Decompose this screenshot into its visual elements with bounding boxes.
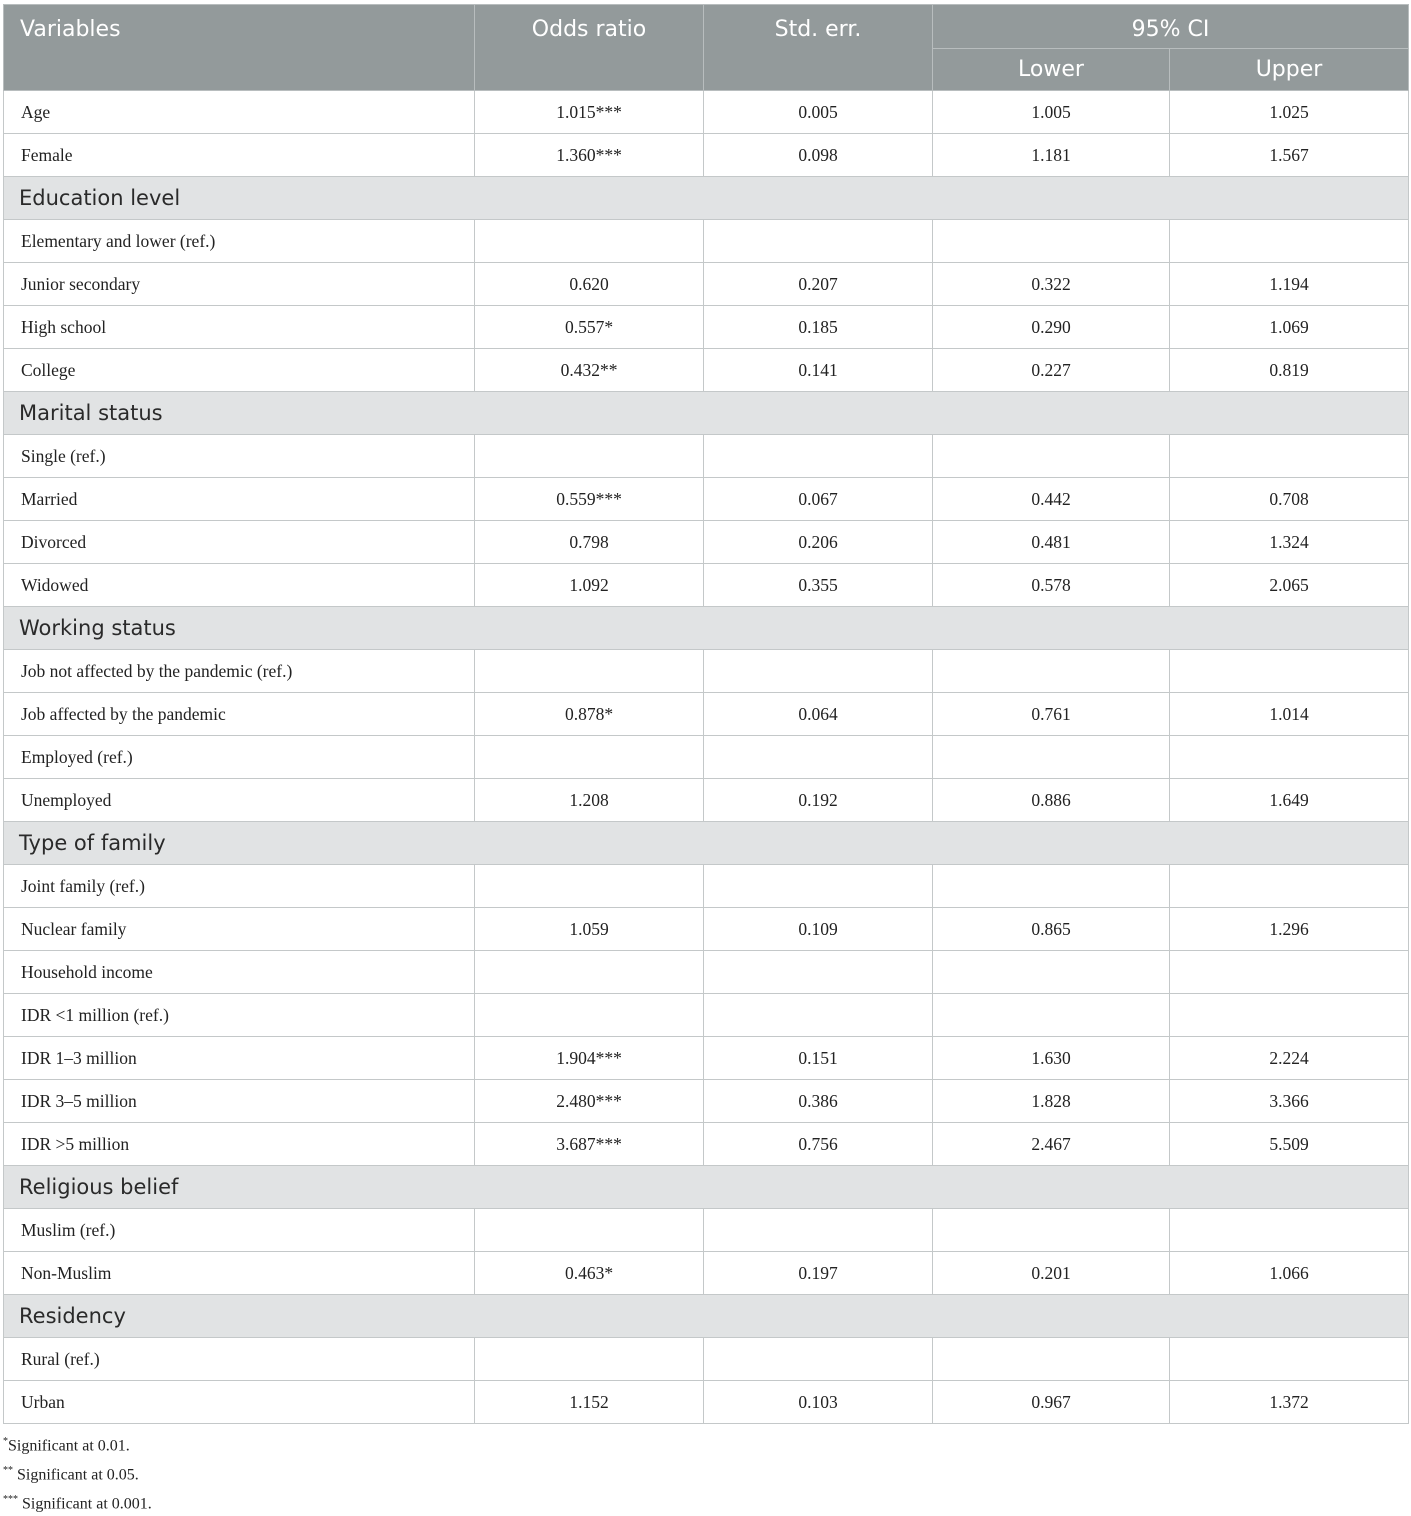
table-row xyxy=(4,1209,1409,1252)
ci-upper-cell: 0.819 xyxy=(1170,349,1409,392)
ci-lower-cell xyxy=(933,220,1170,263)
section-heading: Education level xyxy=(4,177,1409,220)
odds-ratio-cell: 1.152 xyxy=(475,1381,704,1424)
table-row xyxy=(4,951,1409,994)
variable-cell: IDR >5 million xyxy=(4,1123,475,1166)
variable-cell: IDR 1–3 million xyxy=(4,1037,475,1080)
ci-lower-cell: 0.442 xyxy=(933,478,1170,521)
footnote-text: Significant at 0.05. xyxy=(13,1466,139,1484)
variable-cell: Divorced xyxy=(4,521,475,564)
std-err-cell xyxy=(704,865,933,908)
ci-upper-cell: 1.025 xyxy=(1170,91,1409,134)
variable-cell: IDR <1 million (ref.) xyxy=(4,994,475,1037)
ci-lower-cell: 0.886 xyxy=(933,779,1170,822)
odds-ratio-cell xyxy=(475,1338,704,1381)
footnote-mark: *** xyxy=(3,1493,18,1505)
table-row xyxy=(4,1123,1409,1166)
std-err-cell: 0.103 xyxy=(704,1381,933,1424)
std-err-cell: 0.109 xyxy=(704,908,933,951)
ci-lower-cell: 1.828 xyxy=(933,1080,1170,1123)
odds-ratio-cell xyxy=(475,951,704,994)
table-row xyxy=(4,564,1409,607)
variable-cell: Household income xyxy=(4,951,475,994)
odds-ratio-cell: 0.878* xyxy=(475,693,704,736)
odds-ratio-cell: 0.620 xyxy=(475,263,704,306)
ci-upper-cell: 0.708 xyxy=(1170,478,1409,521)
odds-ratio-cell xyxy=(475,650,704,693)
odds-ratio-cell: 1.092 xyxy=(475,564,704,607)
table-row xyxy=(4,779,1409,822)
variable-cell: Age xyxy=(4,91,475,134)
ci-lower-cell: 0.322 xyxy=(933,263,1170,306)
odds-ratio-cell: 1.904*** xyxy=(475,1037,704,1080)
variable-cell: Married xyxy=(4,478,475,521)
section-row xyxy=(4,607,1409,650)
std-err-cell: 0.386 xyxy=(704,1080,933,1123)
ci-upper-cell: 1.014 xyxy=(1170,693,1409,736)
ci-upper-cell: 5.509 xyxy=(1170,1123,1409,1166)
header-upper: Upper xyxy=(1170,49,1409,91)
std-err-cell xyxy=(704,435,933,478)
variable-cell: Elementary and lower (ref.) xyxy=(4,220,475,263)
ci-upper-cell: 1.324 xyxy=(1170,521,1409,564)
variable-cell: Junior secondary xyxy=(4,263,475,306)
section-heading: Working status xyxy=(4,607,1409,650)
odds-ratio-cell xyxy=(475,435,704,478)
table-row xyxy=(4,865,1409,908)
ci-upper-cell xyxy=(1170,1209,1409,1252)
ci-lower-cell xyxy=(933,951,1170,994)
variable-cell: Widowed xyxy=(4,564,475,607)
variable-cell: Muslim (ref.) xyxy=(4,1209,475,1252)
std-err-cell: 0.756 xyxy=(704,1123,933,1166)
std-err-cell: 0.151 xyxy=(704,1037,933,1080)
std-err-cell xyxy=(704,1209,933,1252)
variable-cell: Non-Muslim xyxy=(4,1252,475,1295)
std-err-cell xyxy=(704,736,933,779)
footnote-text: Significant at 0.01. xyxy=(8,1437,130,1455)
footnote xyxy=(3,1459,152,1488)
table-row xyxy=(4,521,1409,564)
table-row xyxy=(4,1252,1409,1295)
odds-ratio-cell: 0.559*** xyxy=(475,478,704,521)
table-row xyxy=(4,306,1409,349)
odds-ratio-cell: 1.015*** xyxy=(475,91,704,134)
ci-upper-cell: 1.194 xyxy=(1170,263,1409,306)
odds-ratio-table xyxy=(3,4,1409,1424)
ci-upper-cell xyxy=(1170,650,1409,693)
section-heading: Type of family xyxy=(4,822,1409,865)
table-footnotes xyxy=(3,1430,152,1516)
std-err-cell: 0.206 xyxy=(704,521,933,564)
ci-lower-cell: 0.578 xyxy=(933,564,1170,607)
ci-lower-cell: 0.967 xyxy=(933,1381,1170,1424)
section-row xyxy=(4,392,1409,435)
std-err-cell: 0.005 xyxy=(704,91,933,134)
ci-upper-cell xyxy=(1170,435,1409,478)
std-err-cell xyxy=(704,220,933,263)
table-header xyxy=(4,5,1409,91)
section-row xyxy=(4,1166,1409,1209)
std-err-cell: 0.098 xyxy=(704,134,933,177)
table-row xyxy=(4,263,1409,306)
std-err-cell xyxy=(704,1338,933,1381)
table-row xyxy=(4,134,1409,177)
ci-lower-cell: 0.290 xyxy=(933,306,1170,349)
odds-ratio-cell: 3.687*** xyxy=(475,1123,704,1166)
odds-ratio-cell xyxy=(475,1209,704,1252)
std-err-cell xyxy=(704,951,933,994)
table-row xyxy=(4,1381,1409,1424)
header-lower: Lower xyxy=(933,49,1170,91)
std-err-cell xyxy=(704,994,933,1037)
variable-cell: Joint family (ref.) xyxy=(4,865,475,908)
section-row xyxy=(4,1295,1409,1338)
ci-upper-cell: 1.567 xyxy=(1170,134,1409,177)
variable-cell: Female xyxy=(4,134,475,177)
section-heading: Religious belief xyxy=(4,1166,1409,1209)
ci-lower-cell: 0.201 xyxy=(933,1252,1170,1295)
ci-lower-cell: 0.481 xyxy=(933,521,1170,564)
table-row xyxy=(4,220,1409,263)
variable-cell: Job not affected by the pandemic (ref.) xyxy=(4,650,475,693)
ci-lower-cell: 0.865 xyxy=(933,908,1170,951)
odds-ratio-cell: 0.463* xyxy=(475,1252,704,1295)
ci-lower-cell xyxy=(933,650,1170,693)
odds-ratio-cell xyxy=(475,865,704,908)
table-row xyxy=(4,736,1409,779)
table-row xyxy=(4,908,1409,951)
footnote-mark: * xyxy=(3,1436,8,1447)
odds-ratio-cell: 0.557* xyxy=(475,306,704,349)
footnote xyxy=(3,1488,152,1516)
ci-lower-cell xyxy=(933,1209,1170,1252)
variable-cell: Unemployed xyxy=(4,779,475,822)
std-err-cell: 0.192 xyxy=(704,779,933,822)
ci-upper-cell xyxy=(1170,994,1409,1037)
ci-lower-cell: 2.467 xyxy=(933,1123,1170,1166)
header-odds-ratio: Odds ratio xyxy=(475,5,704,91)
ci-lower-cell: 0.227 xyxy=(933,349,1170,392)
section-row xyxy=(4,822,1409,865)
ci-upper-cell xyxy=(1170,220,1409,263)
section-heading: Marital status xyxy=(4,392,1409,435)
ci-lower-cell xyxy=(933,1338,1170,1381)
odds-ratio-cell: 0.798 xyxy=(475,521,704,564)
ci-lower-cell: 0.761 xyxy=(933,693,1170,736)
ci-lower-cell: 1.181 xyxy=(933,134,1170,177)
odds-ratio-cell xyxy=(475,994,704,1037)
ci-lower-cell: 1.630 xyxy=(933,1037,1170,1080)
ci-lower-cell xyxy=(933,994,1170,1037)
ci-lower-cell: 1.005 xyxy=(933,91,1170,134)
std-err-cell: 0.207 xyxy=(704,263,933,306)
ci-upper-cell: 3.366 xyxy=(1170,1080,1409,1123)
ci-upper-cell: 1.296 xyxy=(1170,908,1409,951)
std-err-cell: 0.141 xyxy=(704,349,933,392)
table-row xyxy=(4,349,1409,392)
table-row xyxy=(4,478,1409,521)
variable-cell: Job affected by the pandemic xyxy=(4,693,475,736)
table-row xyxy=(4,693,1409,736)
std-err-cell: 0.064 xyxy=(704,693,933,736)
section-row xyxy=(4,177,1409,220)
ci-upper-cell: 2.065 xyxy=(1170,564,1409,607)
ci-upper-cell xyxy=(1170,1338,1409,1381)
odds-ratio-cell: 1.059 xyxy=(475,908,704,951)
odds-ratio-cell: 1.208 xyxy=(475,779,704,822)
footnote-text: Significant at 0.001. xyxy=(18,1494,152,1512)
footnote xyxy=(3,1430,152,1459)
odds-ratio-cell: 0.432** xyxy=(475,349,704,392)
table-row xyxy=(4,650,1409,693)
ci-upper-cell: 2.224 xyxy=(1170,1037,1409,1080)
std-err-cell xyxy=(704,650,933,693)
variable-cell: Nuclear family xyxy=(4,908,475,951)
table-row xyxy=(4,1080,1409,1123)
variable-cell: Employed (ref.) xyxy=(4,736,475,779)
table-row xyxy=(4,1338,1409,1381)
ci-lower-cell xyxy=(933,435,1170,478)
ci-upper-cell: 1.372 xyxy=(1170,1381,1409,1424)
ci-lower-cell xyxy=(933,736,1170,779)
table-row xyxy=(4,994,1409,1037)
table-body xyxy=(4,91,1409,1424)
odds-ratio-cell: 2.480*** xyxy=(475,1080,704,1123)
section-heading: Residency xyxy=(4,1295,1409,1338)
variable-cell: IDR 3–5 million xyxy=(4,1080,475,1123)
std-err-cell: 0.355 xyxy=(704,564,933,607)
odds-ratio-cell: 1.360*** xyxy=(475,134,704,177)
ci-upper-cell xyxy=(1170,736,1409,779)
header-variables: Variables xyxy=(4,5,475,91)
table-row xyxy=(4,91,1409,134)
ci-upper-cell xyxy=(1170,951,1409,994)
odds-ratio-cell xyxy=(475,736,704,779)
std-err-cell: 0.067 xyxy=(704,478,933,521)
ci-upper-cell: 1.069 xyxy=(1170,306,1409,349)
variable-cell: Single (ref.) xyxy=(4,435,475,478)
table-row xyxy=(4,435,1409,478)
footnote-mark: ** xyxy=(3,1464,13,1476)
std-err-cell: 0.185 xyxy=(704,306,933,349)
header-95-ci: 95% CI xyxy=(933,5,1409,49)
variable-cell: College xyxy=(4,349,475,392)
header-std-err: Std. err. xyxy=(704,5,933,91)
ci-upper-cell: 1.649 xyxy=(1170,779,1409,822)
ci-upper-cell: 1.066 xyxy=(1170,1252,1409,1295)
variable-cell: Rural (ref.) xyxy=(4,1338,475,1381)
variable-cell: Urban xyxy=(4,1381,475,1424)
std-err-cell: 0.197 xyxy=(704,1252,933,1295)
regression-table-container xyxy=(3,4,1408,1424)
ci-lower-cell xyxy=(933,865,1170,908)
odds-ratio-cell xyxy=(475,220,704,263)
ci-upper-cell xyxy=(1170,865,1409,908)
variable-cell: High school xyxy=(4,306,475,349)
table-row xyxy=(4,1037,1409,1080)
